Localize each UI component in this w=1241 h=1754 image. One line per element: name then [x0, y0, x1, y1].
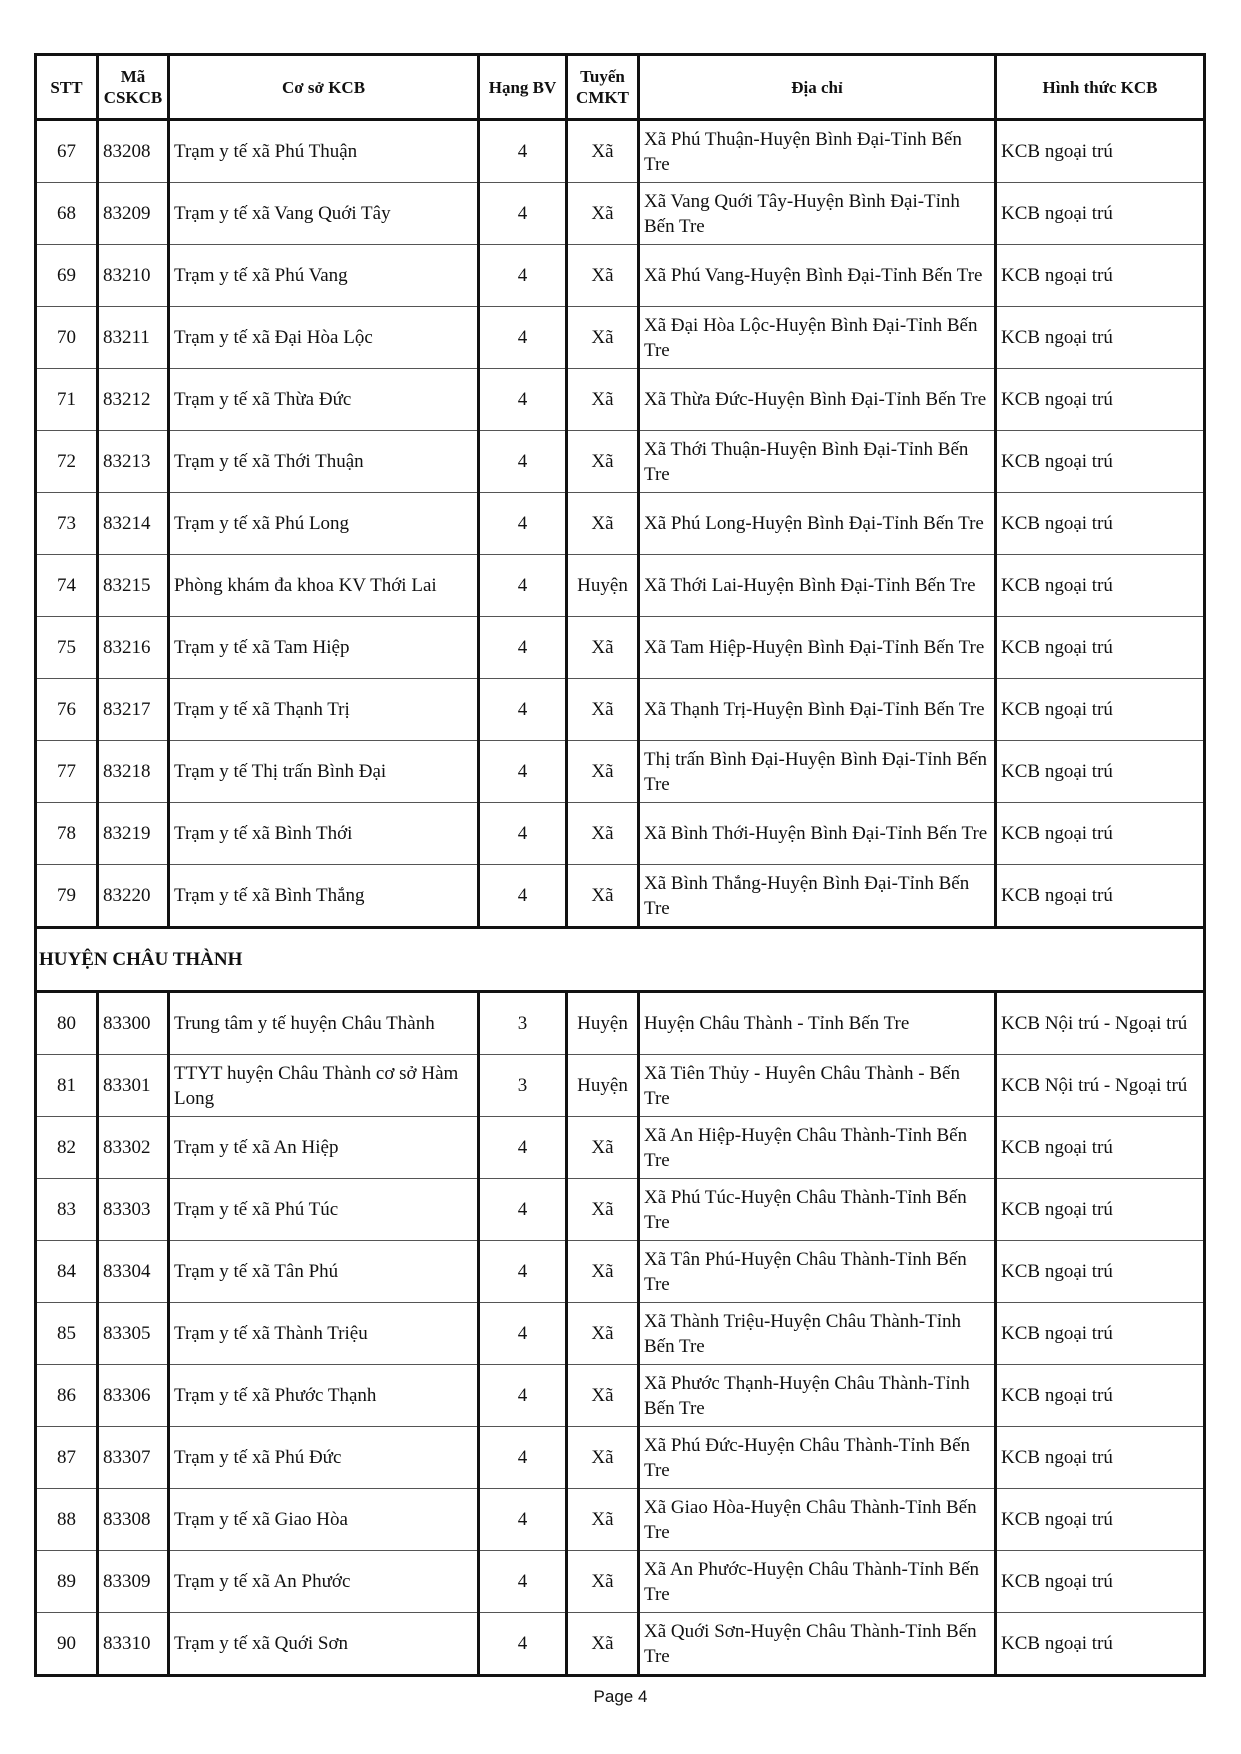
cell-dia-chi: Xã Phú Vang-Huyện Bình Đại-Tỉnh Bến Tre [639, 245, 996, 307]
cell-hinh-thuc: KCB ngoại trú [996, 120, 1205, 183]
cell-stt: 85 [36, 1303, 98, 1365]
header-tuyen-line2: CMKT [576, 88, 629, 107]
cell-stt: 86 [36, 1365, 98, 1427]
cell-co-so: Trạm y tế xã An Phước [169, 1551, 479, 1613]
table-body-chau-thanh [36, 992, 1205, 1676]
header-stt: STT [36, 55, 98, 120]
cell-tuyen: Xã [567, 1241, 639, 1303]
cell-ma-cskcb: 83214 [98, 493, 169, 555]
section-title: HUYỆN CHÂU THÀNH [36, 928, 1205, 992]
cell-co-so: Trạm y tế xã An Hiệp [169, 1117, 479, 1179]
cell-hinh-thuc: KCB ngoại trú [996, 369, 1205, 431]
cell-hang: 4 [479, 617, 567, 679]
cell-hang: 4 [479, 1551, 567, 1613]
cell-ma-cskcb: 83300 [98, 992, 169, 1055]
cell-hang: 4 [479, 803, 567, 865]
cell-co-so: Trạm y tế xã Phú Túc [169, 1179, 479, 1241]
cell-tuyen: Xã [567, 679, 639, 741]
cell-ma-cskcb: 83209 [98, 183, 169, 245]
table-row [36, 245, 1205, 307]
cell-hinh-thuc: KCB ngoại trú [996, 183, 1205, 245]
cell-co-so: Trạm y tế xã Vang Quới Tây [169, 183, 479, 245]
cell-hang: 4 [479, 865, 567, 928]
cell-hang: 4 [479, 183, 567, 245]
cell-stt: 77 [36, 741, 98, 803]
cell-ma-cskcb: 83309 [98, 1551, 169, 1613]
cell-tuyen: Xã [567, 245, 639, 307]
cell-co-so: Phòng khám đa khoa KV Thới Lai [169, 555, 479, 617]
cell-co-so: Trạm y tế xã Phú Vang [169, 245, 479, 307]
cell-hinh-thuc: KCB Nội trú - Ngoại trú [996, 1055, 1205, 1117]
cell-dia-chi: Xã Phước Thạnh-Huyện Châu Thành-Tỉnh Bến Tre [639, 1365, 996, 1427]
cell-hang: 4 [479, 120, 567, 183]
cell-stt: 67 [36, 120, 98, 183]
table-row [36, 183, 1205, 245]
cell-tuyen: Xã [567, 1117, 639, 1179]
cell-dia-chi: Xã Bình Thới-Huyện Bình Đại-Tỉnh Bến Tre [639, 803, 996, 865]
cell-tuyen: Xã [567, 617, 639, 679]
cell-dia-chi: Xã Phú Đức-Huyện Châu Thành-Tỉnh Bến Tre [639, 1427, 996, 1489]
cell-dia-chi: Xã Phú Thuận-Huyện Bình Đại-Tỉnh Bến Tre [639, 120, 996, 183]
cell-co-so: Trạm y tế Thị trấn Bình Đại [169, 741, 479, 803]
table-row [36, 431, 1205, 493]
cell-stt: 83 [36, 1179, 98, 1241]
cell-hang: 4 [479, 1303, 567, 1365]
table-row [36, 865, 1205, 928]
header-ma-cskcb [98, 55, 169, 120]
cell-tuyen: Xã [567, 183, 639, 245]
table-row [36, 307, 1205, 369]
cell-ma-cskcb: 83211 [98, 307, 169, 369]
cell-hang: 4 [479, 741, 567, 803]
cell-hang: 4 [479, 555, 567, 617]
table-body-binh-dai [36, 120, 1205, 928]
cell-co-so: Trung tâm y tế huyện Châu Thành [169, 992, 479, 1055]
header-dia-chi: Địa chỉ [639, 55, 996, 120]
cell-tuyen: Xã [567, 1365, 639, 1427]
cell-hinh-thuc: KCB ngoại trú [996, 617, 1205, 679]
table-row [36, 369, 1205, 431]
cell-stt: 76 [36, 679, 98, 741]
cell-dia-chi: Thị trấn Bình Đại-Huyện Bình Đại-Tỉnh Bến Tre [639, 741, 996, 803]
cell-dia-chi: Xã Phú Túc-Huyện Châu Thành-Tỉnh Bến Tre [639, 1179, 996, 1241]
cell-tuyen: Huyện [567, 1055, 639, 1117]
cell-tuyen: Huyện [567, 555, 639, 617]
cell-tuyen: Xã [567, 369, 639, 431]
cell-stt: 68 [36, 183, 98, 245]
cell-stt: 69 [36, 245, 98, 307]
table-row [36, 992, 1205, 1055]
cell-dia-chi: Xã Thạnh Trị-Huyện Bình Đại-Tỉnh Bến Tre [639, 679, 996, 741]
cell-hinh-thuc: KCB ngoại trú [996, 1117, 1205, 1179]
header-ma-line1: Mã [120, 67, 146, 86]
cell-stt: 84 [36, 1241, 98, 1303]
cell-stt: 89 [36, 1551, 98, 1613]
cell-co-so: TTYT huyện Châu Thành cơ sở Hàm Long [169, 1055, 479, 1117]
table-section [36, 928, 1205, 992]
cell-dia-chi: Xã Phú Long-Huyện Bình Đại-Tỉnh Bến Tre [639, 493, 996, 555]
cell-ma-cskcb: 83217 [98, 679, 169, 741]
header-tuyen [567, 55, 639, 120]
cell-ma-cskcb: 83216 [98, 617, 169, 679]
header-hang: Hạng BV [479, 55, 567, 120]
cell-tuyen: Xã [567, 1179, 639, 1241]
table-row [36, 493, 1205, 555]
cell-co-so: Trạm y tế xã Đại Hòa Lộc [169, 307, 479, 369]
cell-hinh-thuc: KCB ngoại trú [996, 865, 1205, 928]
cell-hang: 4 [479, 1179, 567, 1241]
cell-dia-chi: Xã Vang Quới Tây-Huyện Bình Đại-Tỉnh Bến Tre [639, 183, 996, 245]
cell-dia-chi: Xã Bình Thắng-Huyện Bình Đại-Tỉnh Bến Tre [639, 865, 996, 928]
cell-hang: 4 [479, 245, 567, 307]
cell-hang: 4 [479, 1365, 567, 1427]
cell-ma-cskcb: 83212 [98, 369, 169, 431]
cell-stt: 72 [36, 431, 98, 493]
cell-dia-chi: Xã Tiên Thủy - Huyên Châu Thành - Bến Tre [639, 1055, 996, 1117]
cell-dia-chi: Xã An Hiệp-Huyện Châu Thành-Tỉnh Bến Tre [639, 1117, 996, 1179]
cell-co-so: Trạm y tế xã Bình Thới [169, 803, 479, 865]
cell-stt: 75 [36, 617, 98, 679]
cell-ma-cskcb: 83308 [98, 1489, 169, 1551]
cell-ma-cskcb: 83303 [98, 1179, 169, 1241]
cell-ma-cskcb: 83210 [98, 245, 169, 307]
cell-dia-chi: Xã Tam Hiệp-Huyện Bình Đại-Tỉnh Bến Tre [639, 617, 996, 679]
cell-dia-chi: Huyện Châu Thành - Tỉnh Bến Tre [639, 992, 996, 1055]
header-co-so: Cơ sở KCB [169, 55, 479, 120]
cell-tuyen: Xã [567, 120, 639, 183]
cell-co-so: Trạm y tế xã Tam Hiệp [169, 617, 479, 679]
table-row [36, 1489, 1205, 1551]
cell-hinh-thuc: KCB ngoại trú [996, 1365, 1205, 1427]
cell-tuyen: Xã [567, 1489, 639, 1551]
cell-hang: 4 [479, 1117, 567, 1179]
header-hinh-thuc: Hình thức KCB [996, 55, 1205, 120]
table-row [36, 741, 1205, 803]
cell-hang: 4 [479, 1241, 567, 1303]
cell-ma-cskcb: 83305 [98, 1303, 169, 1365]
cell-dia-chi: Xã Thừa Đức-Huyện Bình Đại-Tỉnh Bến Tre [639, 369, 996, 431]
cell-co-so: Trạm y tế xã Phú Thuận [169, 120, 479, 183]
cell-dia-chi: Xã Thành Triệu-Huyện Châu Thành-Tỉnh Bến Tre [639, 1303, 996, 1365]
cell-co-so: Trạm y tế xã Thạnh Trị [169, 679, 479, 741]
cell-hinh-thuc: KCB ngoại trú [996, 1303, 1205, 1365]
cell-tuyen: Xã [567, 431, 639, 493]
cell-tuyen: Xã [567, 493, 639, 555]
cell-stt: 74 [36, 555, 98, 617]
cell-ma-cskcb: 83306 [98, 1365, 169, 1427]
cell-hinh-thuc: KCB ngoại trú [996, 1489, 1205, 1551]
cell-hinh-thuc: KCB ngoại trú [996, 1427, 1205, 1489]
cell-tuyen: Xã [567, 803, 639, 865]
cell-co-so: Trạm y tế xã Thừa Đức [169, 369, 479, 431]
cell-ma-cskcb: 83310 [98, 1613, 169, 1676]
cell-co-so: Trạm y tế xã Bình Thắng [169, 865, 479, 928]
cell-ma-cskcb: 83304 [98, 1241, 169, 1303]
table-row [36, 1241, 1205, 1303]
cell-co-so: Trạm y tế xã Thới Thuận [169, 431, 479, 493]
cell-tuyen: Xã [567, 307, 639, 369]
cell-co-so: Trạm y tế xã Giao Hòa [169, 1489, 479, 1551]
cell-tuyen: Xã [567, 741, 639, 803]
table-row [36, 1365, 1205, 1427]
cell-dia-chi: Xã Quới Sơn-Huyện Châu Thành-Tỉnh Bến Tre [639, 1613, 996, 1676]
cell-stt: 73 [36, 493, 98, 555]
cell-hang: 4 [479, 307, 567, 369]
cell-tuyen: Huyện [567, 992, 639, 1055]
table-row [36, 1117, 1205, 1179]
cell-dia-chi: Xã Giao Hòa-Huyện Châu Thành-Tỉnh Bến Tre [639, 1489, 996, 1551]
cell-co-so: Trạm y tế xã Quới Sơn [169, 1613, 479, 1676]
cell-hang: 4 [479, 369, 567, 431]
cell-co-so: Trạm y tế xã Phú Long [169, 493, 479, 555]
cell-co-so: Trạm y tế xã Phước Thạnh [169, 1365, 479, 1427]
table-row [36, 803, 1205, 865]
table-row [36, 1303, 1205, 1365]
cell-dia-chi: Xã An Phước-Huyện Châu Thành-Tỉnh Bến Tre [639, 1551, 996, 1613]
cell-tuyen: Xã [567, 1551, 639, 1613]
cell-ma-cskcb: 83218 [98, 741, 169, 803]
cell-hinh-thuc: KCB Nội trú - Ngoại trú [996, 992, 1205, 1055]
cell-tuyen: Xã [567, 1427, 639, 1489]
cell-ma-cskcb: 83301 [98, 1055, 169, 1117]
cell-ma-cskcb: 83302 [98, 1117, 169, 1179]
cell-stt: 88 [36, 1489, 98, 1551]
page-number: Page 4 [593, 1687, 648, 1706]
table-header-row [36, 55, 1205, 120]
cell-hinh-thuc: KCB ngoại trú [996, 741, 1205, 803]
cell-stt: 70 [36, 307, 98, 369]
cell-hang: 4 [479, 493, 567, 555]
cell-ma-cskcb: 83307 [98, 1427, 169, 1489]
cell-hinh-thuc: KCB ngoại trú [996, 493, 1205, 555]
header-tuyen-line1: Tuyến [580, 67, 625, 86]
cell-tuyen: Xã [567, 1303, 639, 1365]
cell-hinh-thuc: KCB ngoại trú [996, 1551, 1205, 1613]
cell-hang: 3 [479, 1055, 567, 1117]
table-row [36, 1055, 1205, 1117]
cell-ma-cskcb: 83208 [98, 120, 169, 183]
table-row [36, 1551, 1205, 1613]
cell-hang: 4 [479, 1427, 567, 1489]
cell-ma-cskcb: 83213 [98, 431, 169, 493]
cell-hinh-thuc: KCB ngoại trú [996, 555, 1205, 617]
cell-hinh-thuc: KCB ngoại trú [996, 307, 1205, 369]
cell-stt: 81 [36, 1055, 98, 1117]
cell-hinh-thuc: KCB ngoại trú [996, 245, 1205, 307]
cell-hang: 4 [479, 679, 567, 741]
cell-ma-cskcb: 83220 [98, 865, 169, 928]
cell-ma-cskcb: 83215 [98, 555, 169, 617]
table-row [36, 679, 1205, 741]
cell-hinh-thuc: KCB ngoại trú [996, 679, 1205, 741]
cell-dia-chi: Xã Tân Phú-Huyện Châu Thành-Tỉnh Bến Tre [639, 1241, 996, 1303]
table-row [36, 555, 1205, 617]
cell-stt: 79 [36, 865, 98, 928]
cell-tuyen: Xã [567, 1613, 639, 1676]
cell-stt: 90 [36, 1613, 98, 1676]
cell-hinh-thuc: KCB ngoại trú [996, 1179, 1205, 1241]
cell-co-so: Trạm y tế xã Thành Triệu [169, 1303, 479, 1365]
table-row [36, 1179, 1205, 1241]
cell-tuyen: Xã [567, 865, 639, 928]
cell-hang: 4 [479, 431, 567, 493]
cell-dia-chi: Xã Thới Thuận-Huyện Bình Đại-Tỉnh Bến Tre [639, 431, 996, 493]
cell-stt: 82 [36, 1117, 98, 1179]
cell-stt: 80 [36, 992, 98, 1055]
cell-co-so: Trạm y tế xã Tân Phú [169, 1241, 479, 1303]
cell-dia-chi: Xã Đại Hòa Lộc-Huyện Bình Đại-Tỉnh Bến Tre [639, 307, 996, 369]
section-row [36, 928, 1205, 992]
cell-hinh-thuc: KCB ngoại trú [996, 431, 1205, 493]
cell-ma-cskcb: 83219 [98, 803, 169, 865]
table-row [36, 1427, 1205, 1489]
cell-hinh-thuc: KCB ngoại trú [996, 1241, 1205, 1303]
cell-hang: 3 [479, 992, 567, 1055]
cell-hang: 4 [479, 1489, 567, 1551]
facility-table [34, 53, 1206, 1677]
cell-stt: 78 [36, 803, 98, 865]
cell-hinh-thuc: KCB ngoại trú [996, 1613, 1205, 1676]
cell-hinh-thuc: KCB ngoại trú [996, 803, 1205, 865]
cell-co-so: Trạm y tế xã Phú Đức [169, 1427, 479, 1489]
cell-stt: 87 [36, 1427, 98, 1489]
table-row [36, 1613, 1205, 1676]
header-ma-line2: CSKCB [103, 88, 163, 107]
cell-stt: 71 [36, 369, 98, 431]
cell-hang: 4 [479, 1613, 567, 1676]
table-row [36, 120, 1205, 183]
cell-dia-chi: Xã Thới Lai-Huyện Bình Đại-Tỉnh Bến Tre [639, 555, 996, 617]
table-row [36, 617, 1205, 679]
